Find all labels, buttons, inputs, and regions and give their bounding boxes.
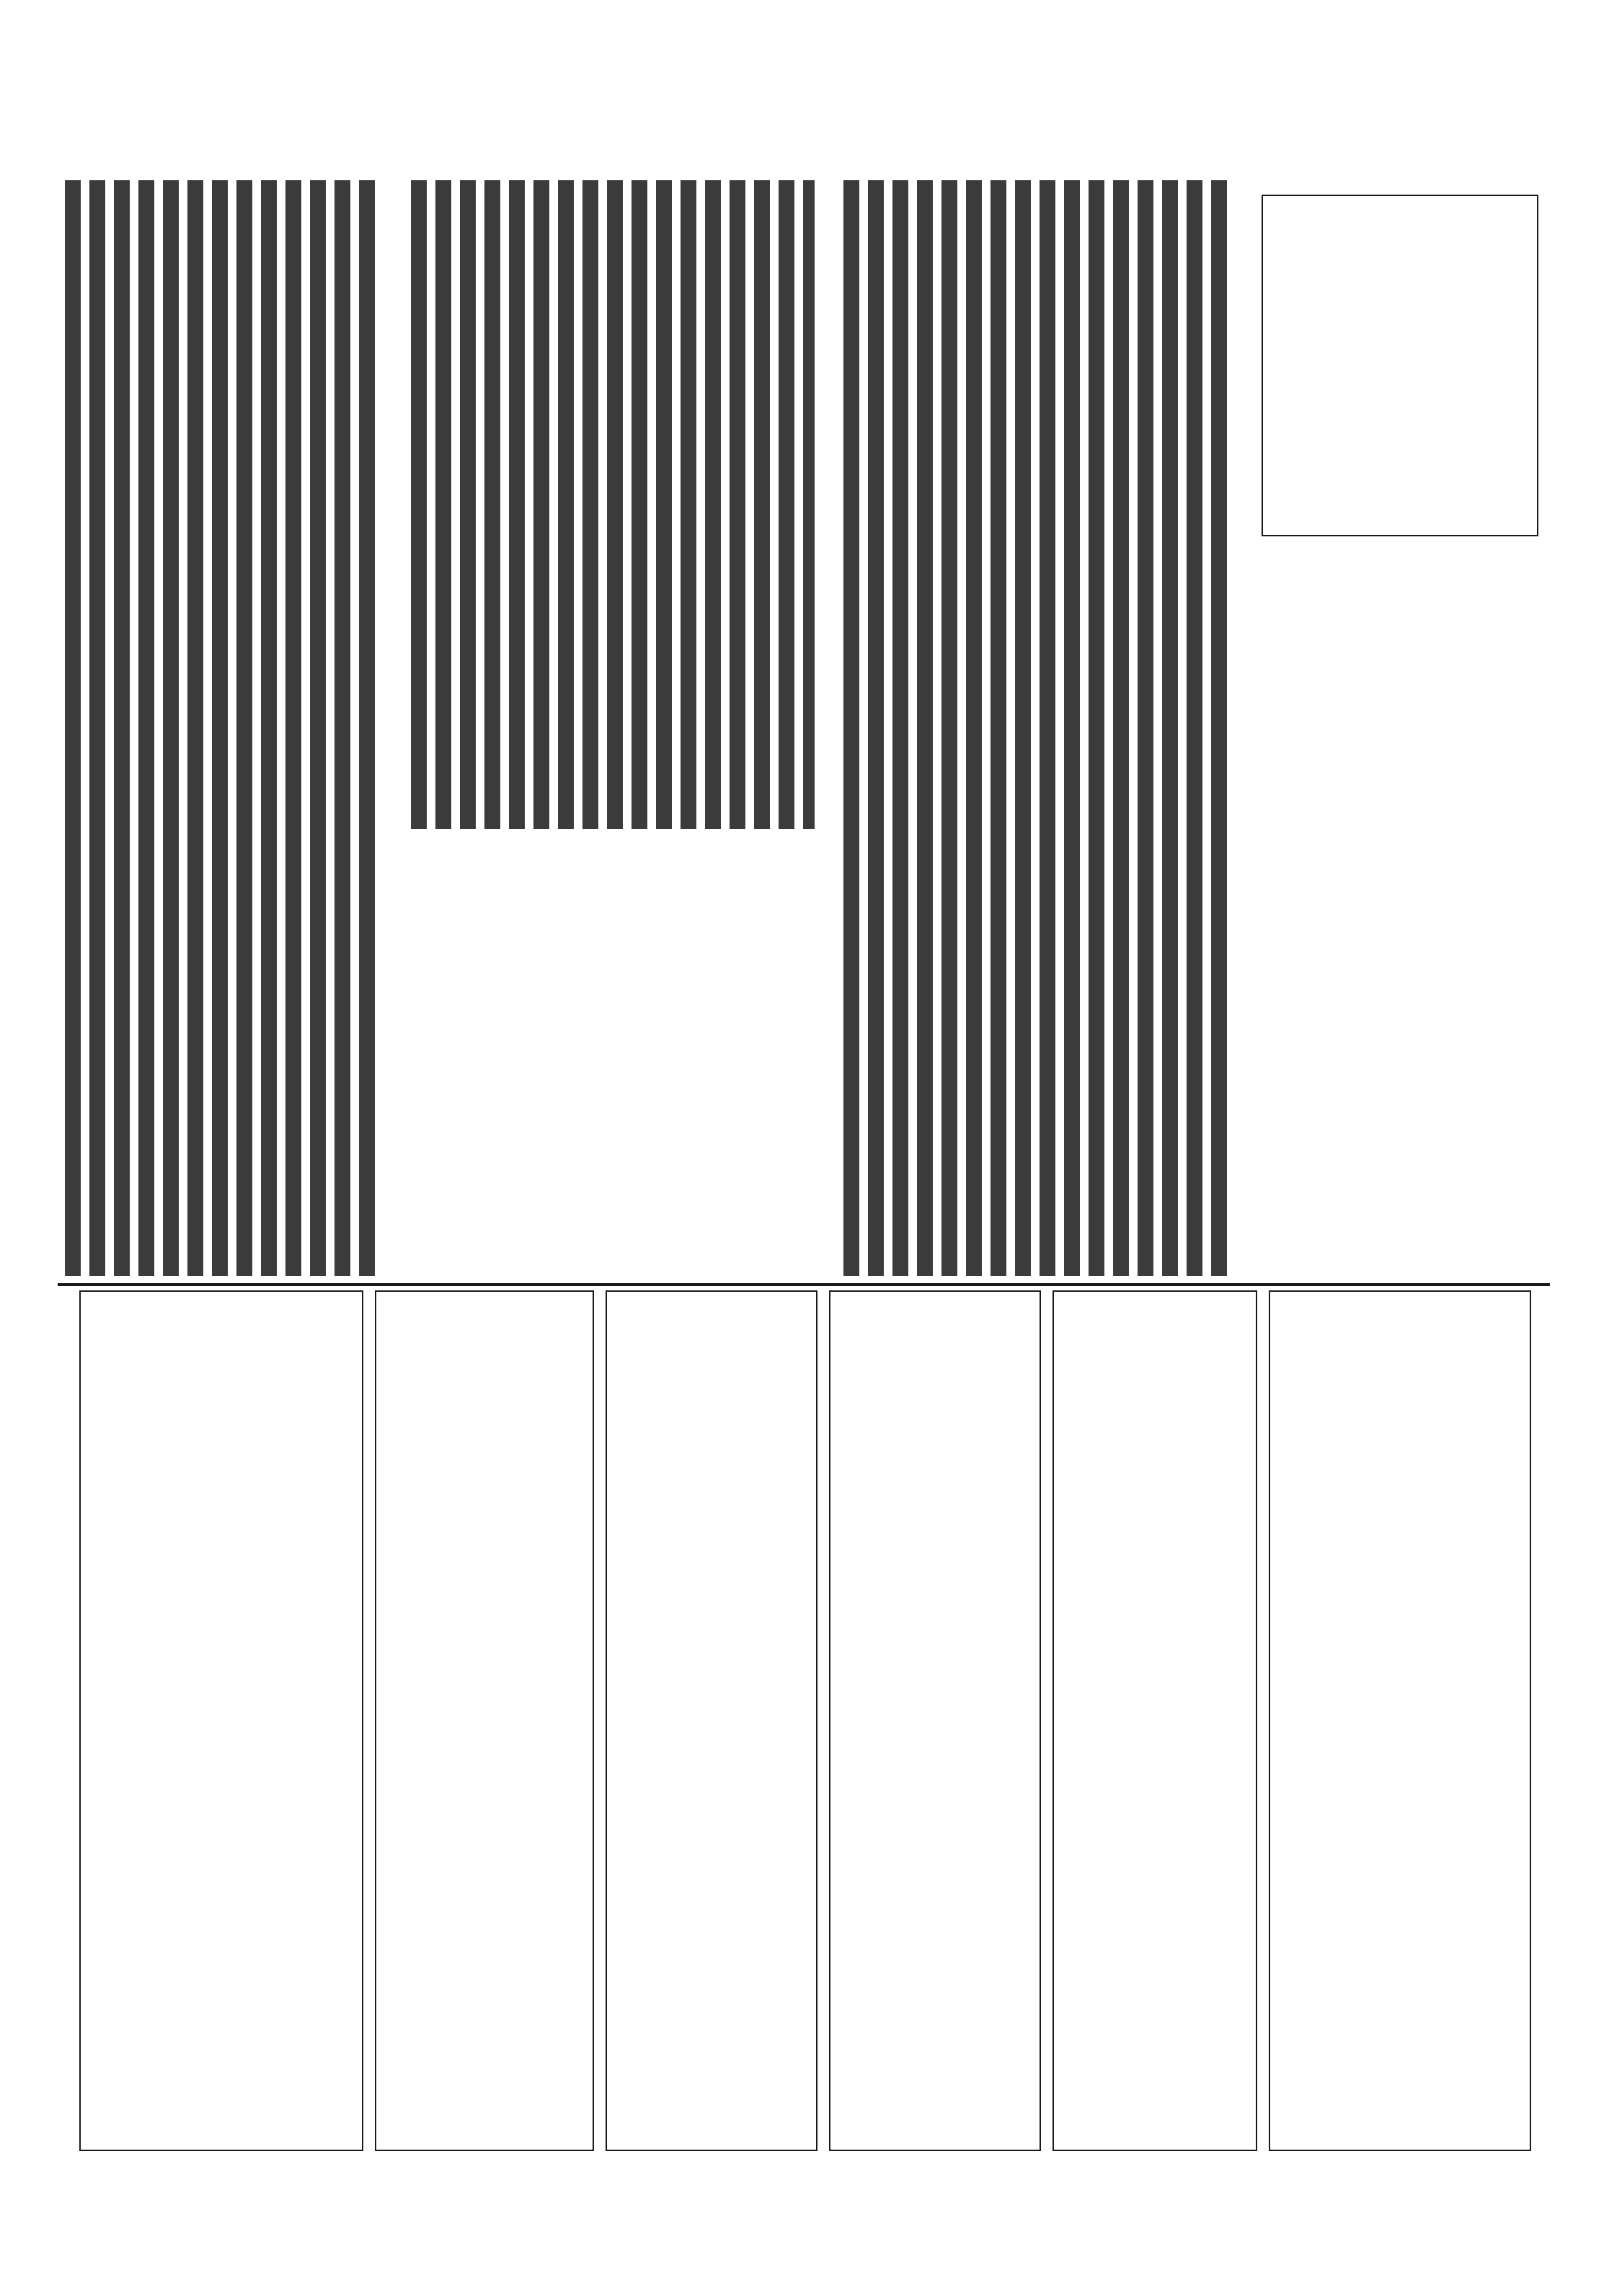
- advertisement-column-4: [606, 1290, 817, 2151]
- advertisement-column-5: [375, 1290, 594, 2151]
- front-masthead: [1262, 195, 1538, 536]
- section-divider: [58, 1283, 1550, 1286]
- left-page-column: [65, 180, 375, 1276]
- editorial-column: [411, 180, 815, 829]
- advertisement-column-3: [829, 1290, 1041, 2151]
- main-article-block: [843, 180, 1233, 1276]
- advertisement-column-2: [1052, 1290, 1257, 2151]
- advertisement-column-6: [79, 1290, 363, 2151]
- advertisement-column-1: [1269, 1290, 1531, 2151]
